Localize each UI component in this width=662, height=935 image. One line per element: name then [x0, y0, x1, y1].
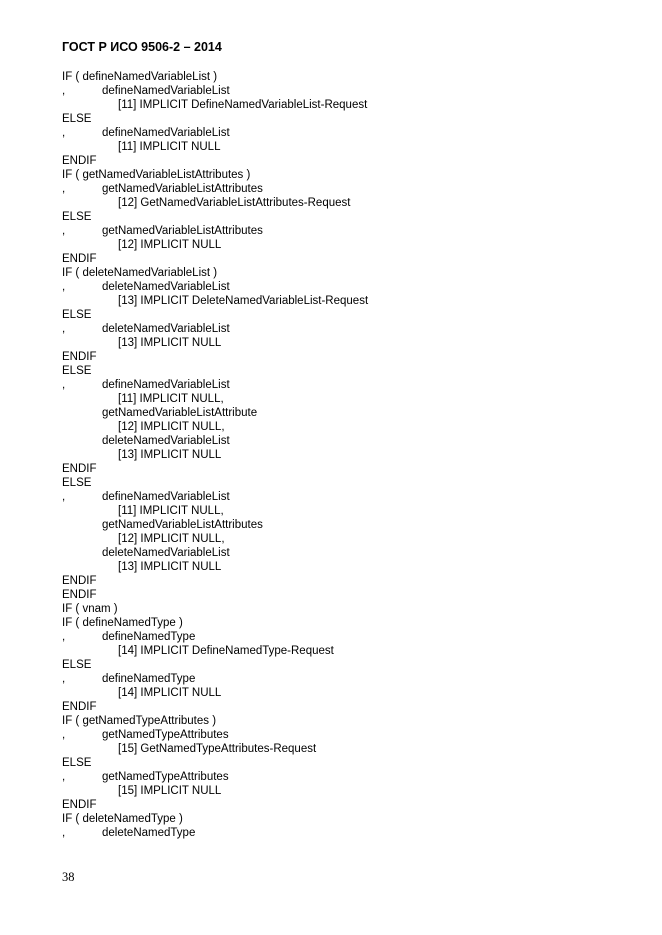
- code-line-text: IF ( vnam ): [62, 603, 118, 615]
- code-line-text: IF ( defineNamedType ): [62, 617, 183, 629]
- code-line-text: getNamedVariableListAttributes: [102, 519, 263, 531]
- code-line-text: [15] IMPLICIT NULL: [118, 785, 222, 797]
- code-line-text: ENDIF: [62, 155, 97, 167]
- comma-separator: ,: [62, 827, 66, 839]
- code-line-text: ELSE: [62, 113, 92, 125]
- code-line-text: getNamedVariableListAttributes: [102, 225, 263, 237]
- code-line: [62, 490, 622, 504]
- code-line-text: ELSE: [62, 477, 92, 489]
- code-line: [62, 784, 622, 798]
- code-line-text: getNamedTypeAttributes: [102, 729, 229, 741]
- code-line: [62, 196, 622, 210]
- code-line: [62, 644, 622, 658]
- code-line: [62, 378, 622, 392]
- code-line: [62, 826, 622, 840]
- code-line: [62, 602, 622, 616]
- code-line-text: [12] IMPLICIT NULL: [118, 239, 222, 251]
- code-line: [62, 742, 622, 756]
- code-line-text: [11] IMPLICIT DefineNamedVariableList-Request: [118, 99, 368, 111]
- code-line: [62, 448, 622, 462]
- code-line-text: [13] IMPLICIT NULL: [118, 561, 222, 573]
- code-line: [62, 532, 622, 546]
- code-line-text: [13] IMPLICIT NULL: [118, 449, 222, 461]
- code-line: [62, 210, 622, 224]
- comma-separator: ,: [62, 323, 66, 335]
- code-line-text: IF ( getNamedVariableListAttributes ): [62, 169, 251, 181]
- code-line-text: [12] IMPLICIT NULL,: [118, 421, 225, 433]
- code-line: [62, 462, 622, 476]
- comma-separator: ,: [62, 379, 66, 391]
- code-line-text: defineNamedVariableList: [102, 491, 230, 503]
- code-line: [62, 182, 622, 196]
- code-line: [62, 770, 622, 784]
- code-line: [62, 728, 622, 742]
- code-line-text: [14] IMPLICIT NULL: [118, 687, 222, 699]
- code-line: [62, 112, 622, 126]
- code-line-text: getNamedVariableListAttributes: [102, 183, 263, 195]
- code-line: [62, 322, 622, 336]
- code-line-text: IF ( getNamedTypeAttributes ): [62, 715, 217, 727]
- code-line-text: ENDIF: [62, 253, 97, 265]
- code-line-text: [12] GetNamedVariableListAttributes-Request: [118, 197, 351, 209]
- code-line: [62, 84, 622, 98]
- code-line: [62, 406, 622, 420]
- code-line-text: IF ( deleteNamedVariableList ): [62, 267, 218, 279]
- code-line: [62, 714, 622, 728]
- page-number: 38: [62, 870, 75, 884]
- code-line-text: ENDIF: [62, 351, 97, 363]
- code-line: [62, 812, 622, 826]
- comma-separator: ,: [62, 281, 66, 293]
- code-line-text: deleteNamedVariableList: [102, 323, 230, 335]
- code-line: [62, 350, 622, 364]
- code-line-text: defineNamedType: [102, 631, 196, 643]
- code-line: [62, 420, 622, 434]
- code-line-text: [13] IMPLICIT NULL: [118, 337, 222, 349]
- code-line: [62, 504, 622, 518]
- code-line: [62, 560, 622, 574]
- code-line-text: [11] IMPLICIT NULL,: [118, 393, 224, 405]
- code-line: [62, 266, 622, 280]
- code-line: [62, 630, 622, 644]
- code-line: [62, 308, 622, 322]
- code-line-text: ELSE: [62, 211, 92, 223]
- code-line-text: defineNamedType: [102, 673, 196, 685]
- comma-separator: ,: [62, 183, 66, 195]
- code-line: [62, 126, 622, 140]
- code-line: [62, 168, 622, 182]
- code-line-text: ENDIF: [62, 589, 97, 601]
- code-line: [62, 476, 622, 490]
- code-line: [62, 756, 622, 770]
- code-line-text: defineNamedVariableList: [102, 127, 230, 139]
- comma-separator: ,: [62, 491, 66, 503]
- code-line-text: ENDIF: [62, 575, 97, 587]
- code-line-text: getNamedTypeAttributes: [102, 771, 229, 783]
- code-line: [62, 686, 622, 700]
- code-line-text: ELSE: [62, 309, 92, 321]
- code-line: [62, 434, 622, 448]
- code-line: [62, 658, 622, 672]
- code-line: [62, 574, 622, 588]
- code-line-text: [13] IMPLICIT DeleteNamedVariableList-Request: [118, 295, 369, 307]
- code-line-text: [11] IMPLICIT NULL: [118, 141, 221, 153]
- document-header: ГОСТ Р ИСО 9506-2 – 2014: [62, 40, 222, 54]
- code-line: [62, 294, 622, 308]
- comma-separator: ,: [62, 771, 66, 783]
- code-line-text: deleteNamedVariableList: [102, 281, 230, 293]
- comma-separator: ,: [62, 729, 66, 741]
- code-line-text: defineNamedVariableList: [102, 379, 230, 391]
- code-line: [62, 98, 622, 112]
- code-line: [62, 392, 622, 406]
- code-line: [62, 364, 622, 378]
- code-line-text: getNamedVariableListAttribute: [102, 407, 258, 419]
- comma-separator: ,: [62, 85, 66, 97]
- code-line: [62, 238, 622, 252]
- code-line: [62, 154, 622, 168]
- code-line-text: [11] IMPLICIT NULL,: [118, 505, 224, 517]
- comma-separator: ,: [62, 631, 66, 643]
- code-line-text: [12] IMPLICIT NULL,: [118, 533, 225, 545]
- code-line: [62, 798, 622, 812]
- code-line-text: deleteNamedVariableList: [102, 547, 230, 559]
- comma-separator: ,: [62, 673, 66, 685]
- code-line: [62, 672, 622, 686]
- code-line-text: ELSE: [62, 757, 92, 769]
- code-line-text: [14] IMPLICIT DefineNamedType-Request: [118, 645, 334, 657]
- code-line: [62, 546, 622, 560]
- code-line: [62, 252, 622, 266]
- code-line-text: ENDIF: [62, 701, 97, 713]
- code-line-text: IF ( defineNamedVariableList ): [62, 71, 218, 83]
- comma-separator: ,: [62, 127, 66, 139]
- code-line: [62, 140, 622, 154]
- code-line-text: [15] GetNamedTypeAttributes-Request: [118, 743, 317, 755]
- code-line-text: IF ( deleteNamedType ): [62, 813, 183, 825]
- code-line: [62, 518, 622, 532]
- comma-separator: ,: [62, 225, 66, 237]
- code-line-text: ENDIF: [62, 463, 97, 475]
- code-line-text: deleteNamedType: [102, 827, 196, 839]
- asn1-code-block: [62, 70, 622, 840]
- code-line: [62, 280, 622, 294]
- code-line-text: ELSE: [62, 659, 92, 671]
- code-line-text: defineNamedVariableList: [102, 85, 230, 97]
- code-line: [62, 224, 622, 238]
- code-line-text: deleteNamedVariableList: [102, 435, 230, 447]
- code-line: [62, 70, 622, 84]
- code-line-text: ELSE: [62, 365, 92, 377]
- code-line: [62, 588, 622, 602]
- code-line: [62, 616, 622, 630]
- code-line: [62, 700, 622, 714]
- code-line: [62, 336, 622, 350]
- code-line-text: ENDIF: [62, 799, 97, 811]
